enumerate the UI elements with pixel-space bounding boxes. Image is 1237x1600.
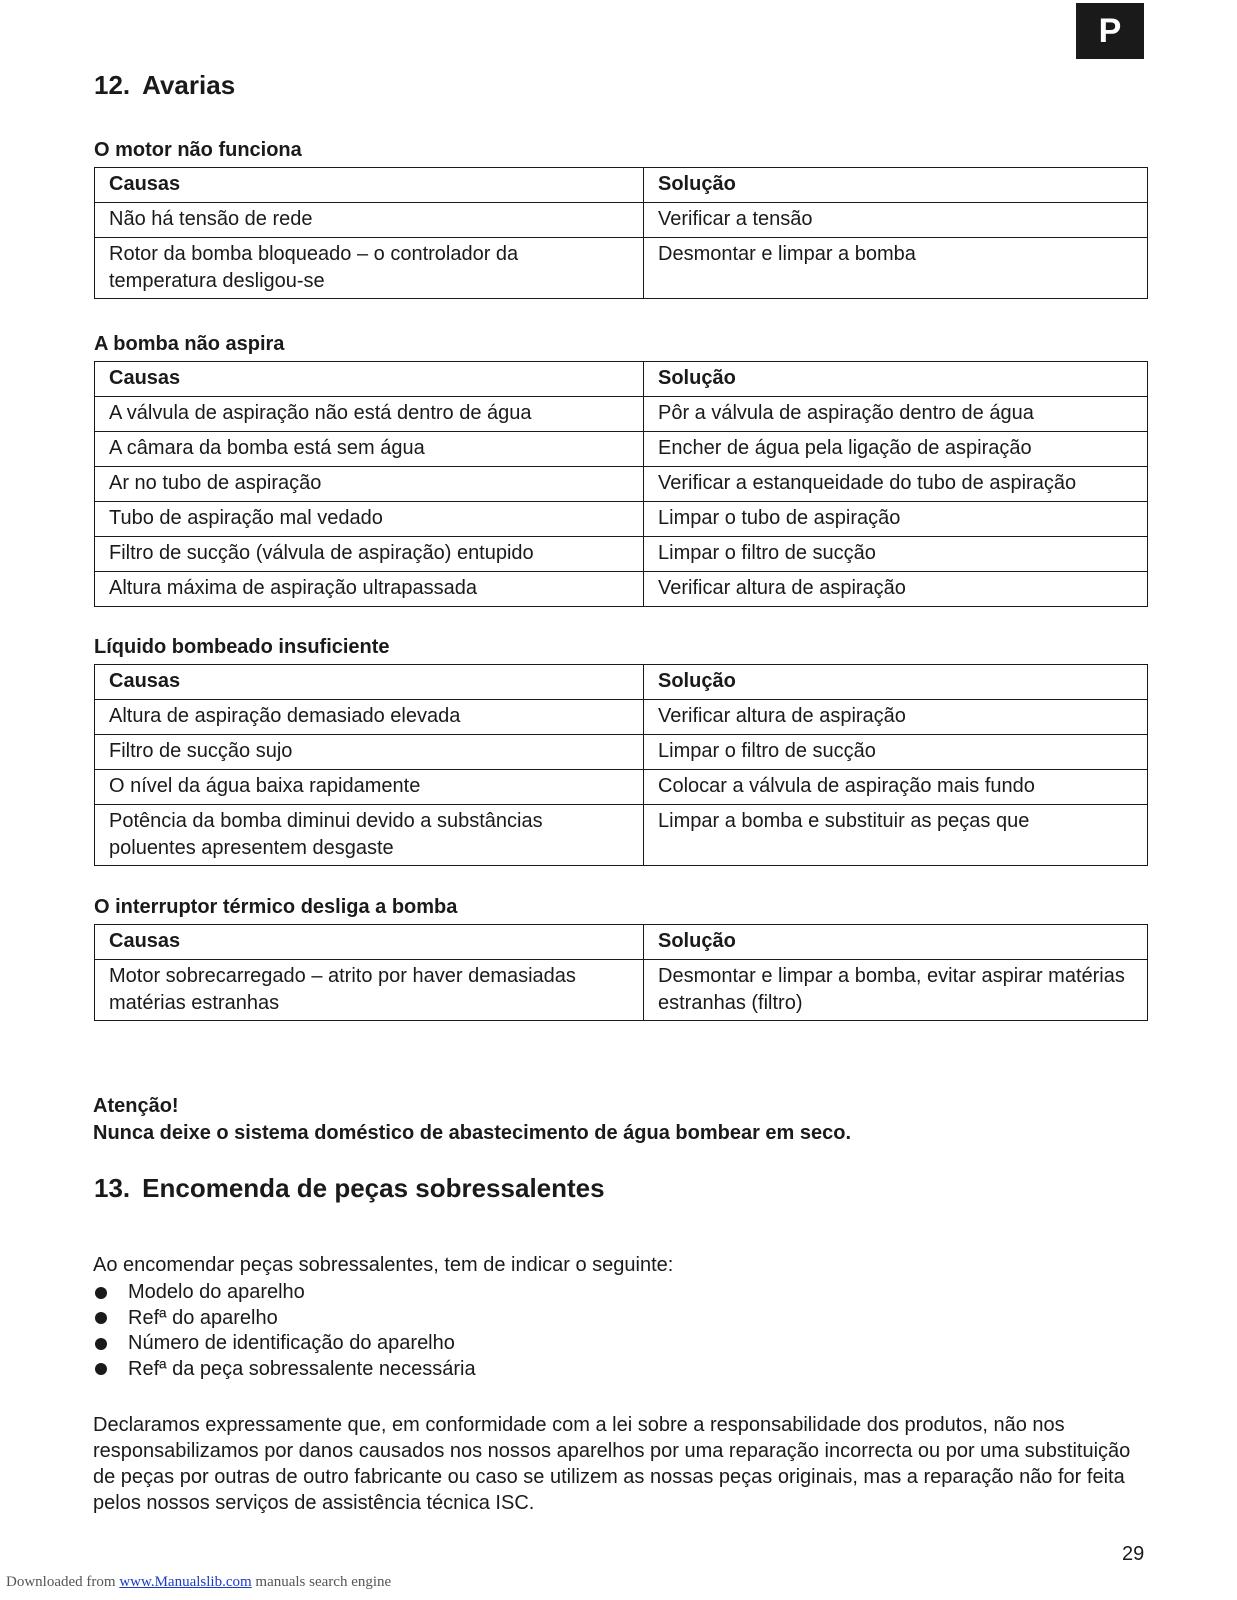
section-number: 13.	[94, 1173, 131, 1203]
footer-prefix: Downloaded from	[6, 1574, 120, 1590]
cause-cell: A válvula de aspiração não está dentro de água	[95, 397, 644, 432]
table-row	[95, 238, 1148, 299]
troubleshooting-table	[94, 361, 1148, 607]
solution-cell: Colocar a válvula de aspiração mais fundo	[644, 770, 1148, 805]
liability-paragraph: Declaramos expressamente que, em conformidade com a lei sobre a responsabilidade dos produtos, não nos responsabilizamos por danos causados nos nossos aparelhos por uma reparação incorrecta ou por uma substituição de peças por outras de outro fabricante ou caso se utilizem as nossas peças originais, mas a reparação não for feita pelos nossos serviços de assistência técnica ISC.	[93, 1414, 1131, 1514]
cause-cell: Altura máxima de aspiração ultrapassada	[95, 572, 644, 607]
warning-text: Nunca deixe o sistema doméstico de abastecimento de água bombear em seco.	[93, 1122, 852, 1144]
bullet-icon	[95, 1287, 107, 1299]
header-cell-solution: Solução	[644, 362, 1148, 397]
header-cell-solution: Solução	[644, 665, 1148, 700]
solution-cell: Encher de água pela ligação de aspiração	[644, 432, 1148, 467]
cause-cell: Ar no tubo de aspiração	[95, 467, 644, 502]
table-title: Líquido bombeado insuficiente	[94, 636, 390, 658]
section-title: Encomenda de peças sobressalentes	[142, 1173, 605, 1203]
table-header-row	[95, 925, 1148, 960]
solution-cell: Limpar o filtro de sucção	[644, 537, 1148, 572]
footer-suffix: manuals search engine	[251, 1574, 392, 1590]
table-row	[95, 397, 1148, 432]
bullet-icon	[95, 1312, 107, 1324]
solution-cell: Verificar altura de aspiração	[644, 572, 1148, 607]
header-cell-causes: Causas	[95, 665, 644, 700]
cause-cell: A câmara da bomba está sem água	[95, 432, 644, 467]
section-number: 12.	[94, 70, 131, 100]
language-badge: P	[1076, 3, 1144, 59]
table-title: A bomba não aspira	[94, 333, 285, 355]
table-title: O interruptor térmico desliga a bomba	[94, 896, 458, 918]
solution-cell: Desmontar e limpar a bomba, evitar aspirar matérias estranhas (filtro)	[644, 960, 1148, 1021]
solution-cell: Limpar o tubo de aspiração	[644, 502, 1148, 537]
solution-cell: Verificar altura de aspiração	[644, 700, 1148, 735]
header-cell-causes: Causas	[95, 168, 644, 203]
bullet-icon	[95, 1338, 107, 1350]
list-item-text: Modelo do aparelho	[128, 1281, 305, 1303]
table-row	[95, 700, 1148, 735]
solution-cell: Verificar a tensão	[644, 203, 1148, 238]
table-row	[95, 467, 1148, 502]
list-item-text: Refª da peça sobressalente necessária	[128, 1357, 476, 1380]
cause-cell: Tubo de aspiração mal vedado	[95, 502, 644, 537]
section-title: Avarias	[142, 70, 236, 100]
section-12-heading	[94, 70, 235, 101]
table-row	[95, 203, 1148, 238]
requirements-list	[93, 1280, 476, 1382]
table-header-row	[95, 665, 1148, 700]
table-row	[95, 432, 1148, 467]
header-cell-causes: Causas	[95, 362, 644, 397]
troubleshooting-table	[94, 167, 1148, 299]
table-row	[95, 805, 1148, 866]
cause-cell: Filtro de sucção (válvula de aspiração) entupido	[95, 537, 644, 572]
solution-cell: Limpar o filtro de sucção	[644, 735, 1148, 770]
manualslib-link[interactable]: www.Manualslib.com	[119, 1574, 252, 1590]
table-row	[95, 502, 1148, 537]
table-row	[95, 735, 1148, 770]
cause-cell: Não há tensão de rede	[95, 203, 644, 238]
cause-cell: O nível da água baixa rapidamente	[95, 770, 644, 805]
table-title: O motor não funciona	[94, 139, 302, 161]
warning-title: Atenção!	[93, 1095, 179, 1117]
list-item	[93, 1357, 476, 1383]
cause-cell: Rotor da bomba bloqueado – o controlador da temperatura desligou-se	[95, 238, 644, 299]
list-item	[93, 1306, 476, 1332]
header-cell-solution: Solução	[644, 925, 1148, 960]
warning-notice	[93, 1093, 851, 1147]
list-item-text: Refª do aparelho	[128, 1306, 278, 1329]
solution-cell: Desmontar e limpar a bomba	[644, 238, 1148, 299]
table-row	[95, 572, 1148, 607]
list-item	[93, 1331, 476, 1357]
bullet-icon	[95, 1363, 107, 1375]
table-row	[95, 770, 1148, 805]
table-row	[95, 960, 1148, 1021]
intro-text: Ao encomendar peças sobressalentes, tem de indicar o seguinte:	[93, 1254, 674, 1276]
header-cell-solution: Solução	[644, 168, 1148, 203]
troubleshooting-table	[94, 664, 1148, 866]
list-item	[93, 1280, 476, 1306]
page-number: 29	[1122, 1543, 1145, 1565]
download-footer	[6, 1574, 391, 1591]
solution-cell: Limpar a bomba e substituir as peças que	[644, 805, 1148, 866]
solution-cell: Pôr a válvula de aspiração dentro de água	[644, 397, 1148, 432]
section-13-heading	[94, 1173, 605, 1204]
cause-cell: Filtro de sucção sujo	[95, 735, 644, 770]
cause-cell: Altura de aspiração demasiado elevada	[95, 700, 644, 735]
cause-cell: Potência da bomba diminui devido a substâncias poluentes apresentem desgaste	[95, 805, 644, 866]
table-header-row	[95, 168, 1148, 203]
table-row	[95, 537, 1148, 572]
cause-cell: Motor sobrecarregado – atrito por haver demasiadas matérias estranhas	[95, 960, 644, 1021]
solution-cell: Verificar a estanqueidade do tubo de aspiração	[644, 467, 1148, 502]
list-item-text: Número de identificação do aparelho	[128, 1332, 455, 1354]
troubleshooting-table	[94, 924, 1148, 1021]
table-header-row	[95, 362, 1148, 397]
header-cell-causes: Causas	[95, 925, 644, 960]
